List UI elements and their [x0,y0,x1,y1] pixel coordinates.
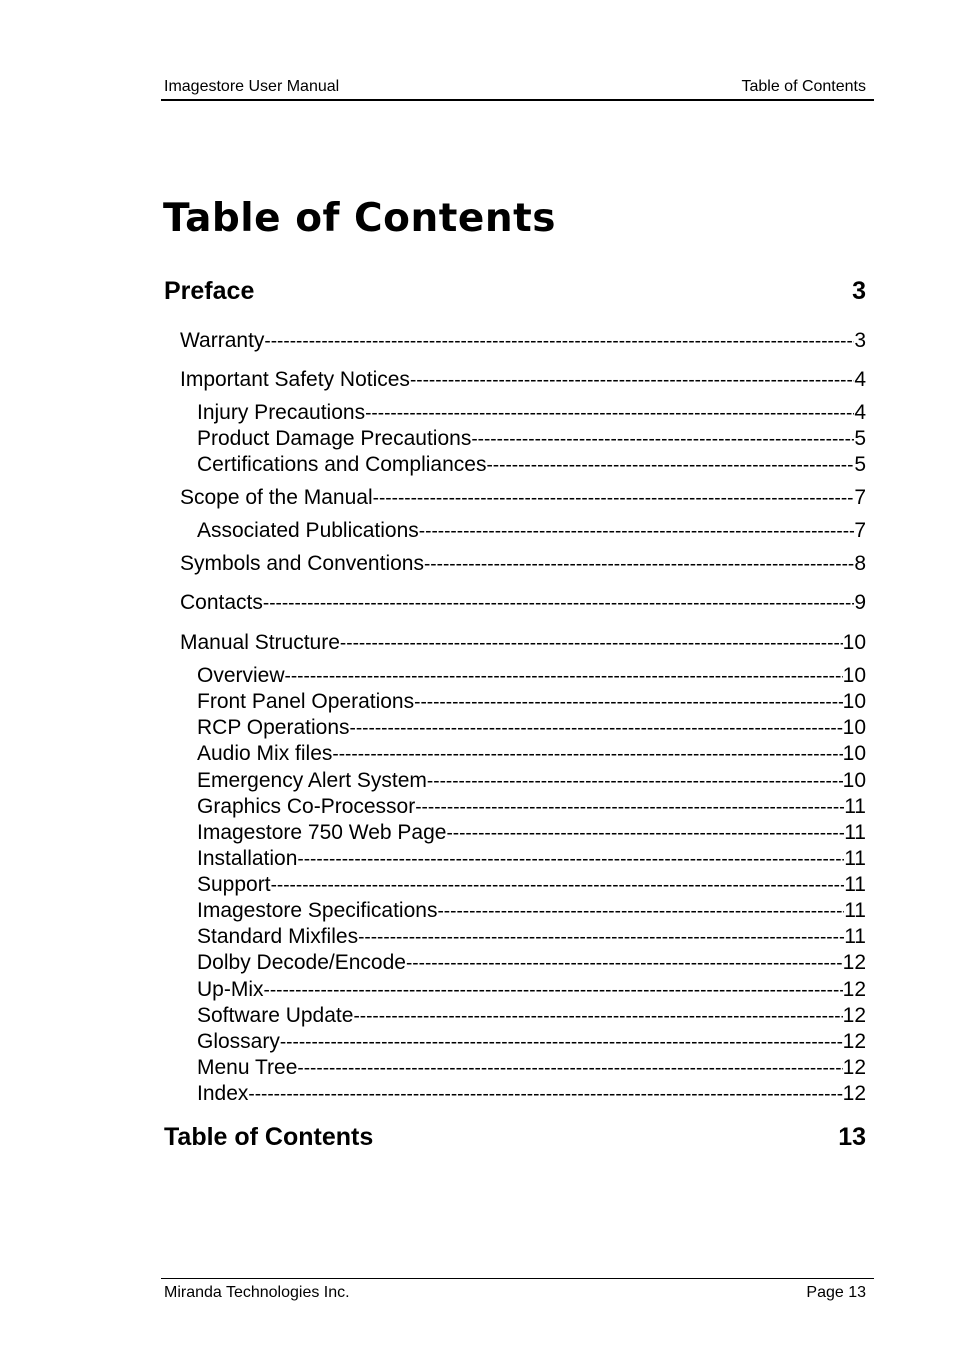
dot-leader [297,847,844,872]
toc-entry-page: 5 [854,453,866,476]
toc-chapter-title: Preface [164,277,255,305]
toc-entry-label: Dolby Decode/Encode [197,951,406,974]
toc-entry-rcp-operations[interactable] [197,715,866,741]
page-header [161,75,874,101]
dot-leader [486,453,854,478]
dot-leader [414,690,843,715]
dot-leader [340,631,843,656]
toc-entry-associated-publications[interactable] [197,518,866,544]
toc-entry-page: 10 [842,690,866,713]
toc-entry-page: 12 [842,1030,866,1053]
toc-entry-page: 4 [854,368,866,391]
toc-entry-page: 11 [844,873,866,896]
toc-entry-label: Emergency Alert System [197,769,427,792]
toc-entry-label: Imagestore Specifications [197,899,438,922]
toc-entry-page: 10 [842,631,866,654]
toc-entry-label: Installation [197,847,298,870]
dot-leader [264,978,843,1003]
toc-entry-label: Product Damage Precautions [197,427,472,450]
footer-company: Miranda Technologies Inc. [164,1284,350,1301]
toc-entry-audio-mix-files[interactable] [197,741,866,767]
toc-entry-page: 12 [842,1004,866,1027]
toc-entry-symbols-conventions[interactable] [180,551,866,577]
toc-entry-page: 10 [842,769,866,792]
toc-entry-page: 12 [842,951,866,974]
toc-entry-label: Scope of the Manual [180,486,373,509]
toc-entry-page: 10 [842,664,866,687]
toc-entry-contacts[interactable] [180,590,866,616]
toc-entry-label: Certifications and Compliances [197,453,487,476]
toc-entry-label: Support [197,873,271,896]
toc-entry-page: 4 [854,401,866,424]
toc-entry-certifications[interactable] [197,452,866,478]
toc-chapter-preface[interactable] [163,276,866,306]
toc-entry-page: 3 [854,329,866,352]
toc-chapter-page: 3 [852,277,866,305]
toc-entry-glossary[interactable] [197,1029,866,1055]
page-title: Table of Contents [163,196,556,241]
toc-entry-page: 11 [844,821,866,844]
header-manual-title: Imagestore User Manual [164,78,340,95]
toc-entry-label: Software Update [197,1004,354,1027]
toc-entry-overview[interactable] [197,663,866,689]
toc-entry-support[interactable] [197,872,866,898]
dot-leader [271,873,845,898]
dot-leader [415,795,844,820]
toc-chapter-title: Table of Contents [164,1123,374,1151]
toc-entry-page: 11 [844,847,866,870]
toc-entry-manual-structure[interactable] [180,630,866,656]
dot-leader [446,821,844,846]
dot-leader [365,401,854,426]
toc-entry-index[interactable] [197,1081,866,1107]
toc-entry-label: Audio Mix files [197,742,333,765]
dot-leader [353,1004,842,1029]
toc-entry-product-damage-precautions[interactable] [197,426,866,452]
header-section-title: Table of Contents [741,78,866,95]
toc-entry-injury-precautions[interactable] [197,400,866,426]
toc-entry-label: Warranty [180,329,265,352]
toc-entry-label: Contacts [180,591,263,614]
toc-entry-menu-tree[interactable] [197,1055,866,1081]
dot-leader [424,552,854,577]
dot-leader [427,769,843,794]
toc-entry-label: Up-Mix [197,978,264,1001]
toc-entry-label: Important Safety Notices [180,368,410,391]
toc-entry-warranty[interactable] [180,328,866,354]
toc-entry-imagestore-specifications[interactable] [197,898,866,924]
toc-entry-page: 5 [854,427,866,450]
toc-entry-page: 12 [842,1056,866,1079]
dot-leader [285,664,843,689]
toc-entry-page: 11 [844,795,866,818]
toc-entry-label: Overview [197,664,285,687]
dot-leader [350,716,843,741]
toc-entry-page: 10 [842,742,866,765]
dot-leader [248,1082,842,1107]
toc-entry-page: 9 [854,591,866,614]
page-footer [161,1278,874,1301]
toc-entry-label: Graphics Co-Processor [197,795,416,818]
toc-entry-label: Symbols and Conventions [180,552,424,575]
toc-entry-label: Manual Structure [180,631,340,654]
dot-leader [264,329,854,354]
toc-entry-page: 7 [854,486,866,509]
toc-entry-label: Menu Tree [197,1056,298,1079]
toc-entry-page: 11 [844,925,866,948]
dot-leader [332,742,842,767]
toc-entry-label: Index [197,1082,249,1105]
dot-leader [280,1030,843,1055]
toc-entry-page: 12 [842,1082,866,1105]
toc-entry-standard-mixfiles[interactable] [197,924,866,950]
dot-leader [263,591,854,616]
toc-entry-important-safety-notices[interactable] [180,367,866,393]
toc-entry-label: Injury Precautions [197,401,366,424]
toc-entry-page: 10 [842,716,866,739]
toc-entry-front-panel-operations[interactable] [197,689,866,715]
dot-leader [406,951,843,976]
dot-leader [410,368,854,393]
dot-leader [419,519,855,544]
dot-leader [297,1056,842,1081]
toc-entry-page: 11 [844,899,866,922]
toc-chapter-page: 13 [838,1123,866,1151]
dot-leader [471,427,854,452]
toc-entry-up-mix[interactable] [197,977,866,1003]
toc-chapter-table-of-contents[interactable] [163,1122,866,1152]
toc-entry-label: Associated Publications [197,519,419,542]
toc-entry-label: RCP Operations [197,716,350,739]
toc-entry-label: Imagestore 750 Web Page [197,821,447,844]
dot-leader [437,899,844,924]
toc-entry-label: Front Panel Operations [197,690,415,713]
toc-entry-label: Standard Mixfiles [197,925,359,948]
toc-entry-dolby-decode-encode[interactable] [197,950,866,976]
toc-entry-page: 7 [854,519,866,542]
toc-entry-graphics-co-processor[interactable] [197,794,866,820]
toc-entry-page: 8 [854,552,866,575]
dot-leader [358,925,844,950]
toc-entry-installation[interactable] [197,846,866,872]
toc-entry-imagestore-750-web-page[interactable] [197,820,866,846]
toc-entry-scope-of-manual[interactable] [180,485,866,511]
toc-entry-software-update[interactable] [197,1003,866,1029]
footer-page-number: Page 13 [806,1284,866,1301]
toc-entry-page: 12 [842,978,866,1001]
dot-leader [373,486,855,511]
toc-entry-emergency-alert-system[interactable] [197,768,866,794]
toc-entry-label: Glossary [197,1030,280,1053]
